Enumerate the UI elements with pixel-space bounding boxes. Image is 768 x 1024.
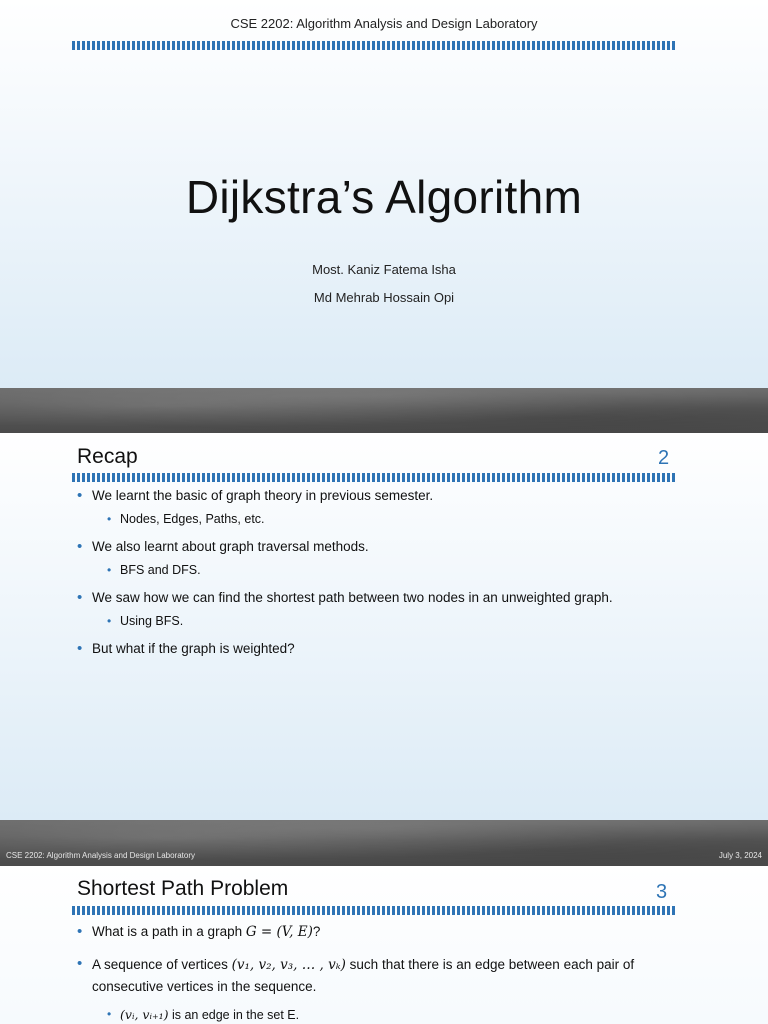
- title-rule: [72, 473, 676, 482]
- footer-course: CSE 2202: Algorithm Analysis and Design Laboratory: [6, 851, 195, 860]
- shortest-path-slide: [0, 866, 768, 1024]
- sub-bullet-item: • Nodes, Edges, Paths, etc.: [77, 512, 697, 526]
- bullet-item: • We learnt the basic of graph theory in previous semester.: [77, 488, 697, 503]
- math-expression: (v₁, v₂, v₃, … , vₖ): [231, 957, 346, 973]
- math-expression: (vᵢ, vᵢ₊₁): [120, 1007, 169, 1022]
- bullet-text: ?: [312, 924, 321, 939]
- math-expression: G = (V, E): [245, 924, 313, 940]
- shortest-path-title: Shortest Path Problem: [77, 877, 289, 900]
- bullet-text: such that there is an edge between each pair of: [345, 957, 635, 972]
- bullet-text: consecutive vertices in the sequence.: [92, 979, 317, 994]
- bullet-item: • We also learnt about graph traversal methods.: [77, 539, 697, 554]
- author-2: Md Mehrab Hossain Opi: [313, 290, 455, 305]
- bullet-item: [77, 924, 707, 940]
- bullet-text: What is a path in a graph: [92, 924, 246, 939]
- bullet-item: • We saw how we can find the shortest path between two nodes in an unweighted graph.: [77, 590, 697, 605]
- sub-bullet-item: • Using BFS.: [77, 614, 697, 628]
- bullet-text: A sequence of vertices: [92, 957, 232, 972]
- bullet-text: is an edge in the set E.: [168, 1008, 300, 1022]
- slide-title: Dijkstra’s Algorithm: [185, 171, 583, 223]
- title-slide: [0, 0, 768, 388]
- header-rule: [72, 41, 676, 50]
- shortest-path-bullets: [77, 924, 707, 1022]
- slide-number: 3: [656, 881, 668, 903]
- sub-bullet-item: [77, 1007, 707, 1022]
- bullet-item: • But what if the graph is weighted?: [77, 641, 697, 656]
- recap-slide: [0, 433, 768, 820]
- author-1: Most. Kaniz Fatema Isha: [312, 262, 456, 277]
- recap-bullets: [77, 488, 697, 656]
- recap-title: Recap: [77, 445, 138, 468]
- footer-date: July 3, 2024: [718, 851, 762, 860]
- title-rule: [72, 906, 676, 915]
- bullet-item: [77, 954, 707, 997]
- course-header: CSE 2202: Algorithm Analysis and Design Laboratory: [230, 16, 538, 31]
- slide-footer-band: [0, 820, 768, 866]
- slide-number: 2: [658, 447, 670, 469]
- slide-divider-band: [0, 388, 768, 433]
- sub-bullet-item: • BFS and DFS.: [77, 563, 697, 577]
